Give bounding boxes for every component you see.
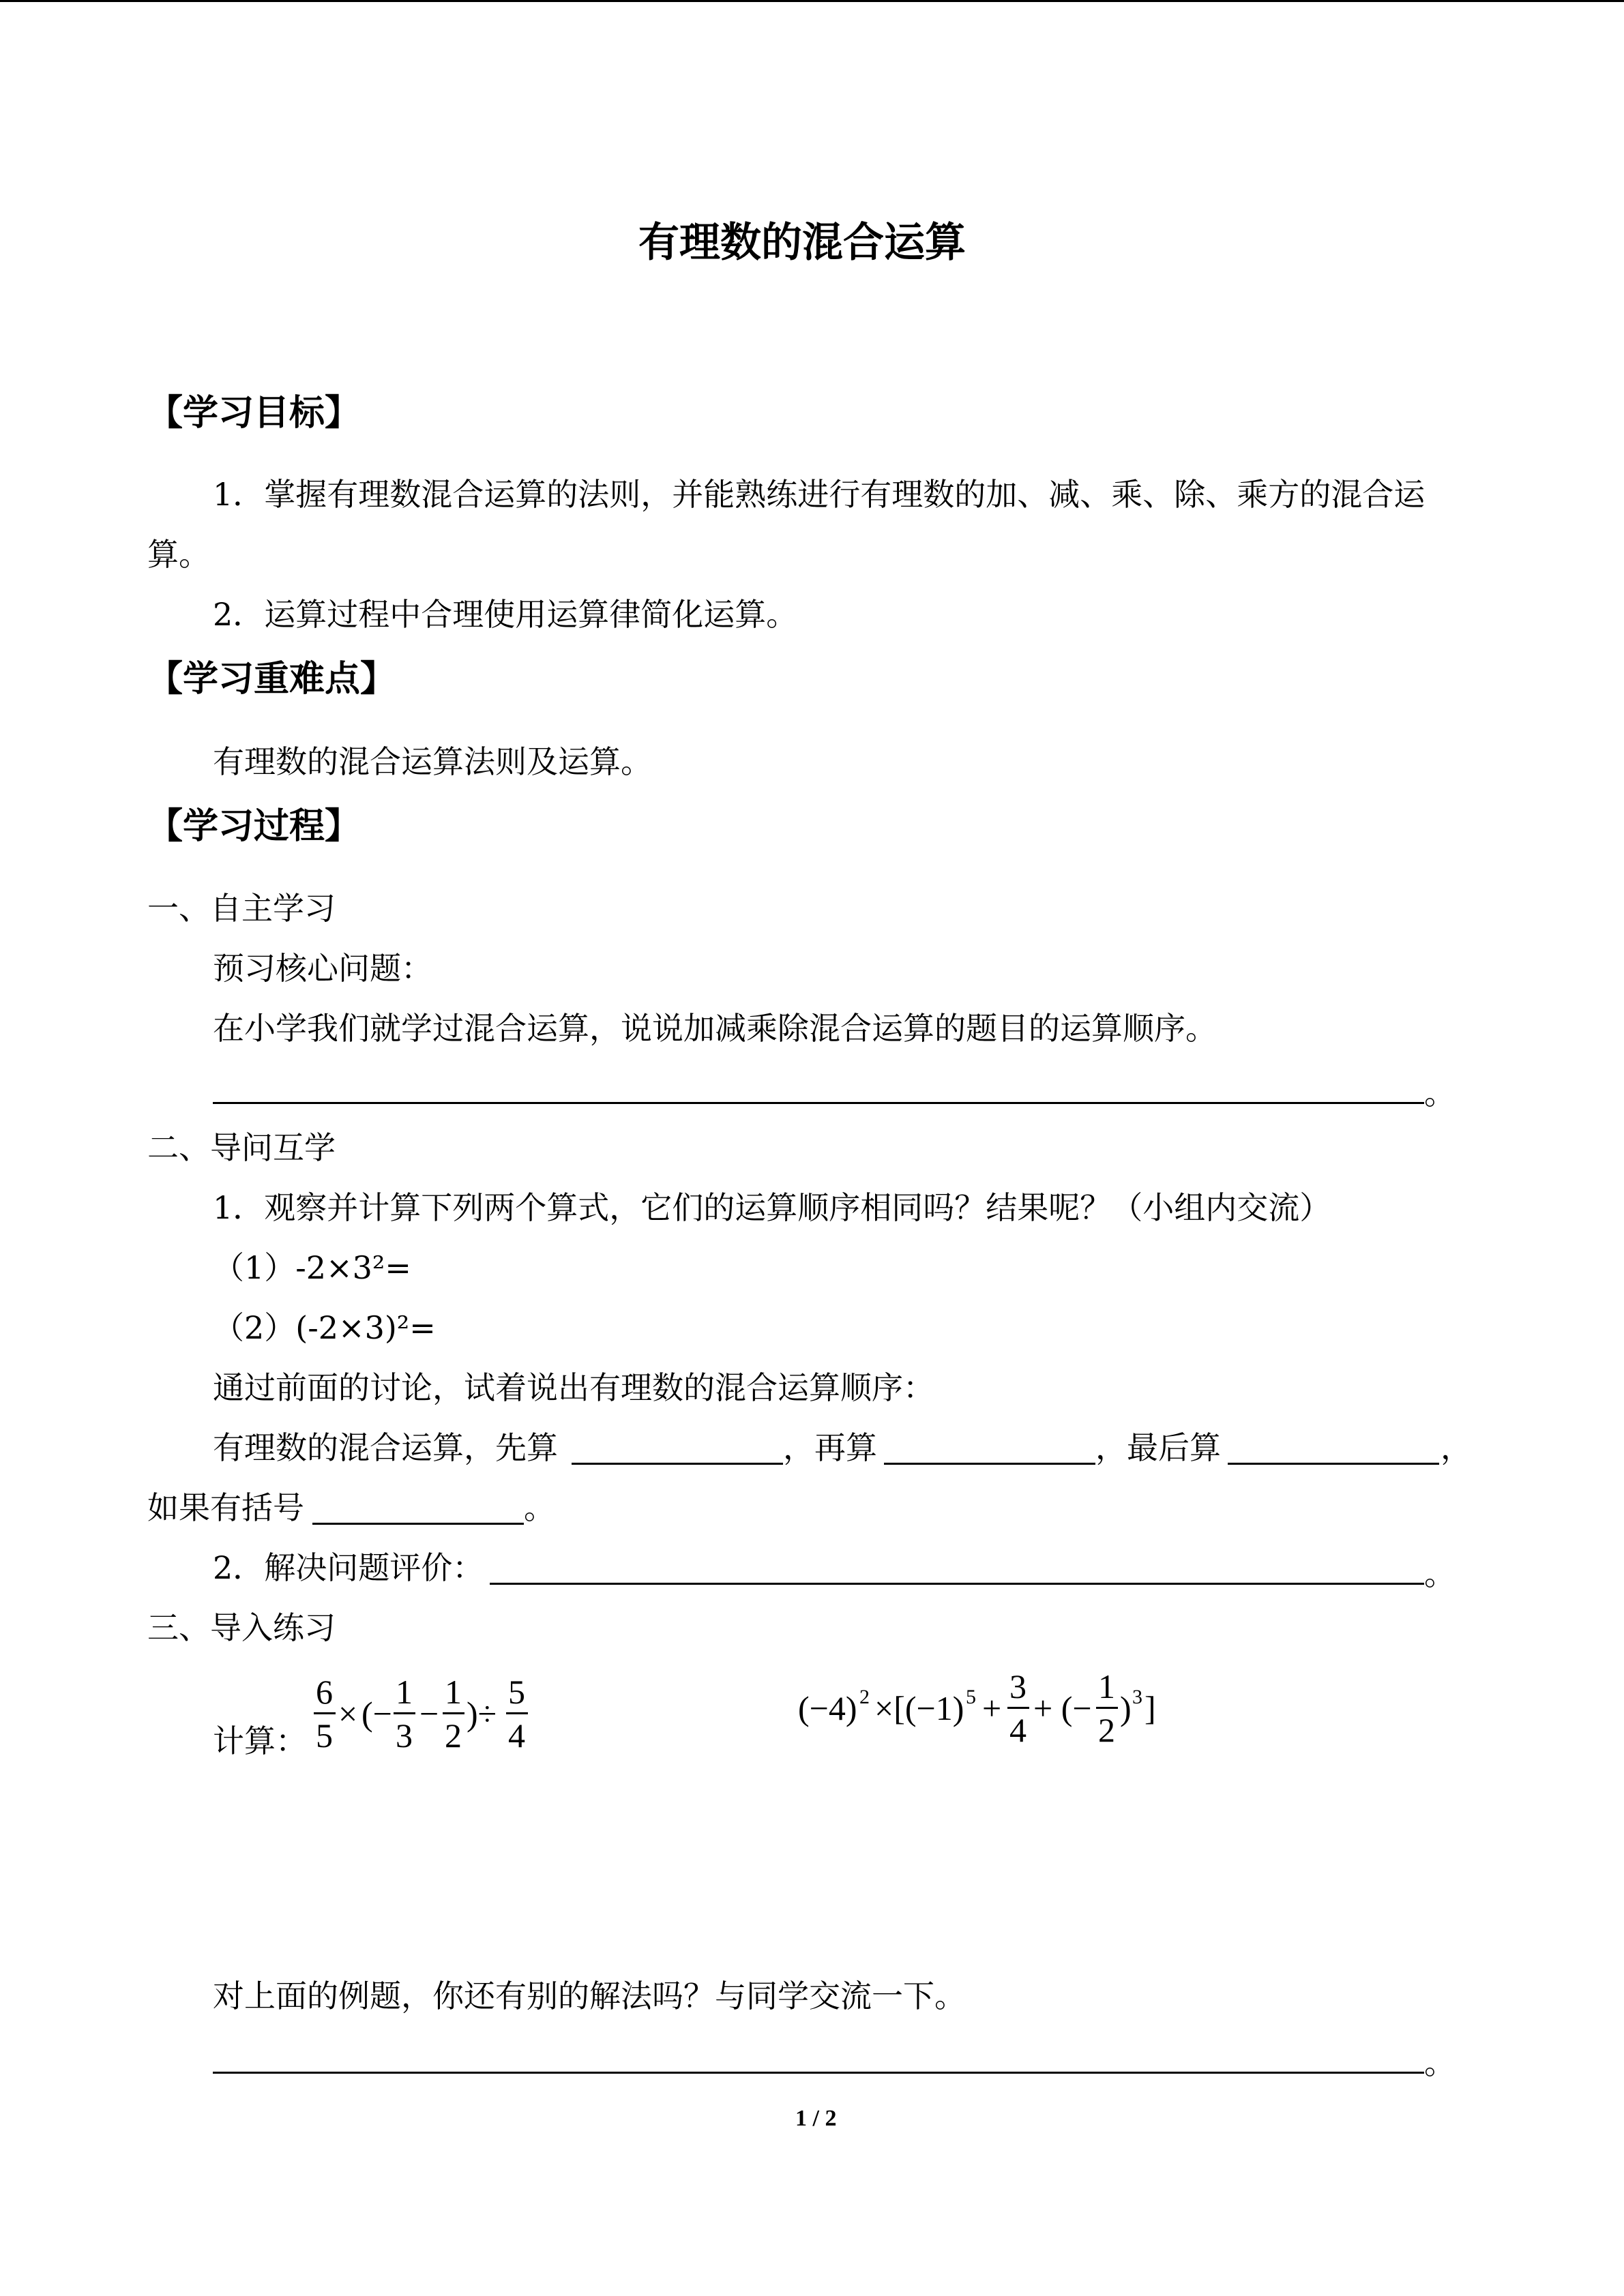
expr2-exponent-3: 3	[1132, 1686, 1142, 1708]
part1-question: 在小学我们就学过混合运算，说说加减乘除混合运算的题目的运算顺序。	[213, 1010, 1217, 1047]
order-text-last: ，最后算	[1095, 1429, 1221, 1466]
expr1-frac2-den: 3	[396, 1716, 413, 1755]
expr1-frac4-bar	[506, 1712, 528, 1714]
page-title: 有理数的混合运算	[638, 219, 966, 267]
key-points-text: 有理数的混合运算法则及运算。	[213, 743, 652, 780]
part3-calc-label: 计算：	[213, 1723, 307, 1759]
section-heading-key-points: 【学习重难点】	[147, 659, 396, 700]
expr2-middle: ×[(−1)	[874, 1689, 964, 1727]
expr2-frac2-num: 1	[1098, 1667, 1115, 1705]
part2-question-2: 2．解决问题评价：	[213, 1549, 484, 1586]
order-text-brackets: 如果有括号	[147, 1489, 304, 1526]
part3-end-mark: 。	[1424, 2044, 1456, 2081]
expr2-frac1-bar	[1007, 1707, 1029, 1709]
part3-followup: 对上面的例题，你还有别的解法吗？与同学交流一下。	[213, 1978, 966, 2014]
expr2-plus-2: + (−	[1033, 1689, 1092, 1727]
part1-answer-blank[interactable]	[213, 1102, 1424, 1104]
expr1-close-divide: )÷	[467, 1695, 497, 1733]
expr2-base: (−4)	[798, 1689, 857, 1727]
part2-heading: 二、导问互学	[147, 1129, 336, 1166]
order-text-then: ，再算	[783, 1429, 877, 1466]
expr2-close-paren: )	[1120, 1689, 1132, 1727]
expr1-open-paren: (−	[361, 1695, 392, 1733]
expr2-frac2-bar	[1096, 1707, 1118, 1709]
goal-item-2: 2．运算过程中合理使用运算律简化运算。	[213, 596, 798, 633]
section-heading-goals: 【学习目标】	[147, 393, 361, 434]
part3-answer-blank[interactable]	[213, 2072, 1424, 2074]
part2-question-1: 1．观察并计算下列两个算式，它们的运算顺序相同吗？结果呢？（小组内交流）	[213, 1189, 1331, 1226]
part2-question-2-end: 。	[1424, 1555, 1456, 1592]
section-heading-process: 【学习过程】	[147, 806, 361, 847]
expr1-frac1-den: 5	[316, 1716, 333, 1755]
part2-expression-2: （2）(-2×3)²=	[213, 1309, 436, 1346]
expr1-frac4-den: 4	[508, 1716, 525, 1755]
expr1-frac1-num: 6	[316, 1673, 333, 1711]
expr1-frac3-num: 1	[445, 1673, 462, 1711]
order-blank-brackets[interactable]	[312, 1523, 524, 1525]
expr2-plus-1: +	[982, 1689, 1002, 1727]
expr2-frac1-num: 3	[1009, 1667, 1027, 1705]
expr1-frac4-num: 5	[508, 1673, 525, 1711]
goal-item-1-line-1: 1．掌握有理数混合运算的法则，并能熟练进行有理数的加、减、乘、除、乘方的混合运	[213, 476, 1426, 513]
order-blank-then[interactable]	[884, 1463, 1095, 1465]
part2-discussion: 通过前面的讨论，试着说出有理数的混合运算顺序：	[213, 1369, 934, 1406]
expr1-frac2-bar	[394, 1712, 415, 1714]
expr1-frac1-bar	[314, 1712, 336, 1714]
part1-preview-label: 预习核心问题：	[213, 950, 432, 987]
expr1-frac3-bar	[443, 1712, 464, 1714]
order-text-first: 有理数的混合运算，先算	[213, 1429, 558, 1466]
order-text-period: 。	[524, 1489, 555, 1526]
part3-heading: 三、导入练习	[147, 1609, 336, 1646]
expr2-exponent-2: 5	[966, 1686, 976, 1708]
order-blank-last[interactable]	[1228, 1463, 1439, 1465]
page-number: 1 / 2	[795, 2106, 837, 2131]
order-text-comma: ，	[1441, 1429, 1472, 1466]
part2-evaluation-blank[interactable]	[490, 1583, 1424, 1585]
expr1-frac2-num: 1	[396, 1673, 413, 1711]
expr1-frac3-den: 2	[445, 1716, 462, 1755]
expr1-times: ×	[338, 1695, 358, 1733]
expr1-minus: −	[419, 1695, 439, 1733]
expr2-frac1-den: 4	[1009, 1711, 1027, 1749]
part1-heading: 一、自主学习	[147, 890, 336, 927]
page-top-border	[0, 0, 1624, 2]
expr2-close-bracket: ]	[1145, 1689, 1156, 1727]
expr2-exponent-1: 2	[859, 1686, 870, 1708]
expr2-frac2-den: 2	[1098, 1711, 1115, 1749]
goal-item-1-line-2: 算。	[147, 536, 210, 573]
part2-expression-1: （1）-2×3²=	[213, 1249, 411, 1286]
order-blank-first[interactable]	[572, 1463, 783, 1465]
part1-end-mark: 。	[1424, 1075, 1456, 1112]
